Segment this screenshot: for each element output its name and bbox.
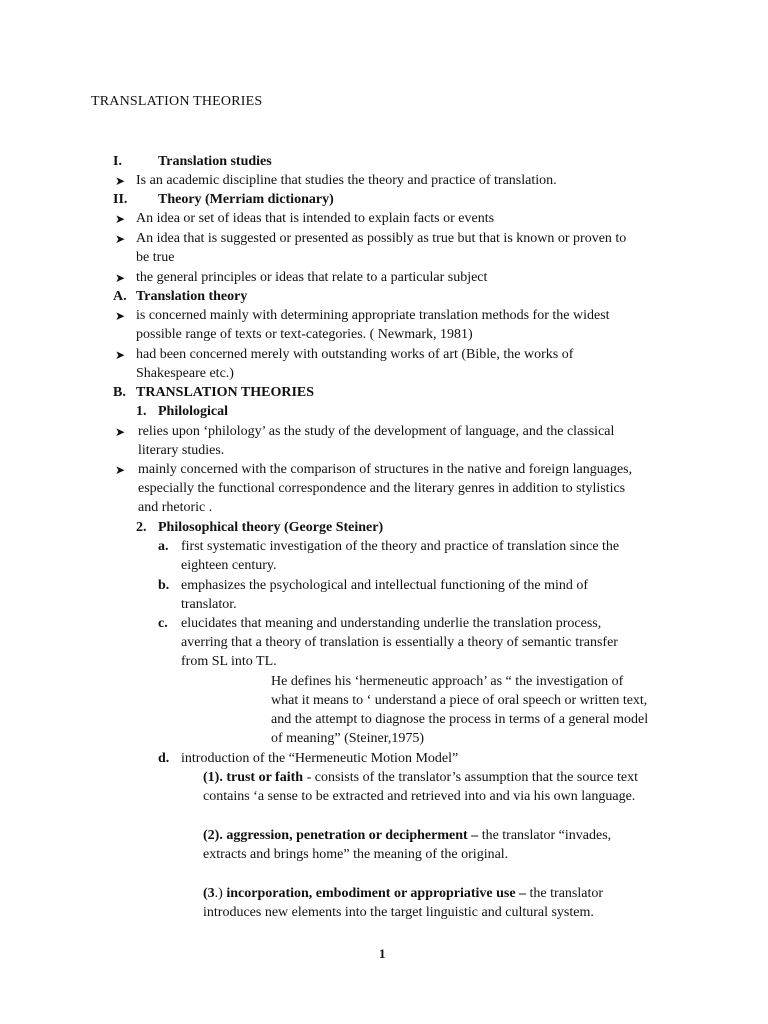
- bullet-text-continued: possible range of texts or text-categories. ( Newmark, 1981): [136, 327, 473, 342]
- list-item-text: introduction of the “Hermeneutic Motion Model”: [181, 751, 459, 766]
- subsection-number: 1.: [136, 404, 147, 419]
- arrowhead-bullet-icon: ➤: [115, 174, 126, 188]
- motion-step-3-title-a: (3: [203, 886, 215, 901]
- motion-step-3: [203, 884, 603, 903]
- motion-step-2-title: (2). aggression, penetration or decipherment –: [203, 828, 479, 843]
- block-quote-line: and the attempt to diagnose the process in terms of a general model: [271, 712, 649, 727]
- document-title: TRANSLATION THEORIES: [91, 94, 263, 109]
- page-number: 1: [379, 946, 386, 961]
- arrowhead-bullet-icon: ➤: [115, 425, 126, 439]
- bullet-text: the general principles or ideas that relate to a particular subject: [136, 270, 488, 285]
- bullet-text-continued: and rhetoric .: [138, 500, 213, 515]
- bullet-text-continued: Shakespeare etc.): [136, 366, 234, 381]
- motion-step-1-continued: contains ‘a sense to be extracted and retrieved into and via his own language.: [203, 789, 636, 804]
- list-label-c: c.: [158, 616, 168, 631]
- motion-step-3-continued: introduces new elements into the target linguistic and cultural system.: [203, 905, 594, 920]
- arrowhead-bullet-icon: ➤: [115, 271, 126, 285]
- section-letter-a: A.: [113, 289, 127, 304]
- section-heading-translation-theory: Translation theory: [136, 289, 248, 304]
- list-item-text-continued: averring that a theory of translation is essentially a theory of semantic transfer: [181, 635, 618, 650]
- list-item-text-continued: from SL into TL.: [181, 654, 277, 669]
- bullet-text: relies upon ‘philology’ as the study of the development of language, and the classical: [138, 424, 615, 439]
- bullet-text-continued: be true: [136, 250, 175, 265]
- list-item-text-continued: translator.: [181, 597, 237, 612]
- bullet-text: is concerned mainly with determining appropriate translation methods for the widest: [136, 308, 610, 323]
- section-heading-theory: Theory (Merriam dictionary): [158, 192, 334, 207]
- section-numeral-ii: II.: [113, 192, 128, 207]
- motion-step-3-title-b: incorporation, embodiment or appropriative use –: [222, 886, 527, 901]
- motion-step-2: [203, 826, 611, 845]
- arrowhead-bullet-icon: ➤: [115, 232, 126, 246]
- arrowhead-bullet-icon: ➤: [115, 463, 126, 477]
- motion-step-3-punct: .): [214, 886, 223, 901]
- bullet-text-continued: especially the functional correspondence and the literary genres in addition to stylistics: [138, 481, 626, 496]
- list-item-text: emphasizes the psychological and intellectual functioning of the mind of: [181, 578, 589, 593]
- block-quote-line: what it means to ‘ understand a piece of oral speech or written text,: [271, 693, 648, 708]
- motion-step-2-continued: extracts and brings home” the meaning of the original.: [203, 847, 509, 862]
- bullet-text: had been concerned merely with outstanding works of art (Bible, the works of: [136, 347, 574, 362]
- subsection-heading-philosophical-theory: Philosophical theory (George Steiner): [158, 520, 384, 535]
- block-quote-line: of meaning” (Steiner,1975): [271, 731, 425, 746]
- subsection-number: 2.: [136, 520, 147, 535]
- arrowhead-bullet-icon: ➤: [115, 212, 126, 226]
- arrowhead-bullet-icon: ➤: [115, 309, 126, 323]
- bullet-text: mainly concerned with the comparison of structures in the native and foreign languages,: [138, 462, 633, 477]
- list-item-text: elucidates that meaning and understanding underlie the translation process,: [181, 616, 602, 631]
- motion-step-1-title: (1). trust or faith: [203, 770, 304, 785]
- section-letter-b: B.: [113, 385, 126, 400]
- list-item-text: first systematic investigation of the theory and practice of translation since the: [181, 539, 620, 554]
- bullet-text: An idea or set of ideas that is intended to explain facts or events: [136, 211, 495, 226]
- motion-step-2-text: the translator “invades,: [478, 828, 612, 843]
- block-quote-line: He defines his ‘hermeneutic approach’ as “ the investigation of: [271, 674, 624, 689]
- list-label-d: d.: [158, 751, 170, 766]
- motion-step-1-text: - consists of the translator’s assumption that the source text: [303, 770, 638, 785]
- list-label-a: a.: [158, 539, 169, 554]
- bullet-text: An idea that is suggested or presented as possibly as true but that is known or proven to: [136, 231, 627, 246]
- list-label-b: b.: [158, 578, 170, 593]
- motion-step-3-text: the translator: [526, 886, 604, 901]
- section-heading-translation-studies: Translation studies: [158, 154, 272, 169]
- subsection-heading-philological: Philological: [158, 404, 228, 419]
- arrowhead-bullet-icon: ➤: [115, 348, 126, 362]
- motion-step-1: [203, 768, 638, 787]
- bullet-text-continued: literary studies.: [138, 443, 225, 458]
- bullet-text: Is an academic discipline that studies the theory and practice of translation.: [136, 173, 557, 188]
- list-item-text-continued: eighteen century.: [181, 558, 277, 573]
- section-heading-translation-theories: TRANSLATION THEORIES: [136, 385, 315, 400]
- section-numeral-i: I.: [113, 154, 122, 169]
